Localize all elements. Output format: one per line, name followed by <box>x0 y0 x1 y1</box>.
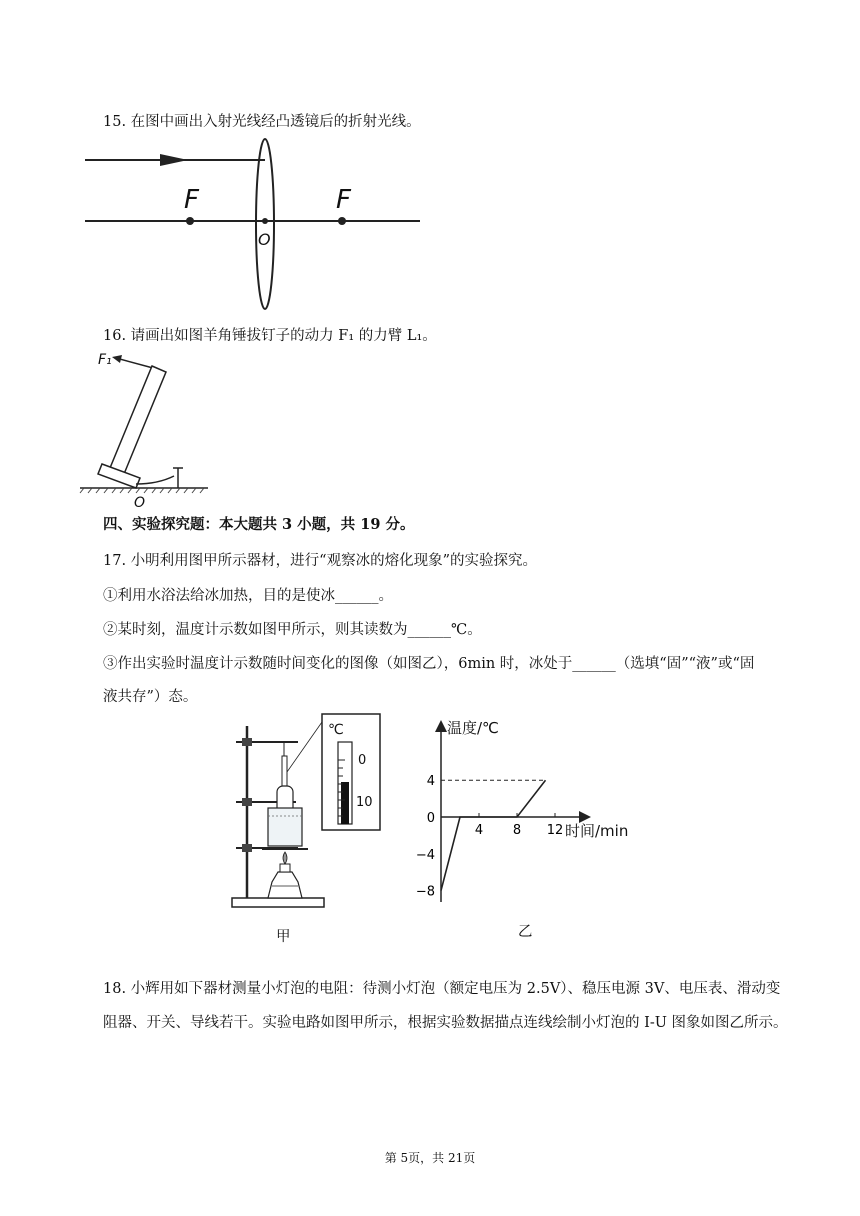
y-tick-label: −8 <box>415 884 435 900</box>
force-arrow-icon <box>112 355 122 363</box>
q17-item3-line2: 液共存”）态。 <box>103 689 198 705</box>
section-heading: 四、实验探究题：本大题共 3 小题，共 19 分。 <box>103 516 415 533</box>
page-footer: 第 5页，共 21页 <box>384 1151 476 1165</box>
q17-item1: ①利用水浴法给冰加热，目的是使冰______。 <box>103 588 393 604</box>
q17-intro: 17. 小明利用图甲所示器材，进行“观察冰的熔化现象”的实验探究。 <box>103 553 537 569</box>
y-tick-label: −4 <box>415 847 435 863</box>
beaker <box>268 808 302 846</box>
q18-line2: 阻器、开关、导线若干。实验电路如图甲所示，根据实验数据描点连线绘制小灯泡的 I-U 图象如图乙所示。 <box>103 1015 788 1031</box>
thermometer-unit: ℃ <box>328 722 344 738</box>
thermometer-tick-0: 0 <box>358 753 367 768</box>
caption-right: 乙 <box>518 924 533 940</box>
apparatus-figure <box>228 712 393 947</box>
focus-right-dot <box>338 217 346 225</box>
hammer-claw <box>136 476 174 484</box>
q15-lens-diagram <box>80 138 430 313</box>
thermometer-liquid <box>341 782 349 824</box>
optical-center-dot <box>262 218 268 224</box>
focus-right-label: F <box>336 185 351 215</box>
temperature-curve <box>441 780 546 890</box>
flame <box>283 852 287 864</box>
x-tick-label: 4 <box>474 823 484 838</box>
force-label: F₁ <box>98 352 112 368</box>
y-axis-label: 温度/℃ <box>447 719 499 737</box>
q17-item3-line1: ③作出实验时温度计示数随时间变化的图像（如图乙），6min 时，冰处于______（选填“固”“液”或“固 <box>103 656 755 672</box>
q17-item2: ②某时刻，温度计示数如图甲所示，则其读数为______℃。 <box>103 622 482 638</box>
q15-text: 15. 在图中画出入射光线经凸透镜后的折射光线。 <box>103 114 421 130</box>
hammer-handle <box>110 366 166 474</box>
x-axis-label: 时间/min <box>565 822 629 840</box>
x-tick-label: 12 <box>546 823 564 838</box>
q16-hammer-diagram <box>78 350 213 510</box>
stand-base <box>232 898 324 907</box>
fulcrum-label: O <box>134 495 146 511</box>
caption-left: 甲 <box>276 929 291 945</box>
thermometer-tick-10: 10 <box>356 795 373 810</box>
y-tick-label: 0 <box>426 811 435 826</box>
x-tick-label: 8 <box>512 823 522 838</box>
force-arrow <box>116 358 153 368</box>
focus-left-dot <box>186 217 194 225</box>
temp-time-graph <box>405 712 645 912</box>
ray-arrow-icon <box>160 154 188 166</box>
alcohol-lamp <box>268 872 302 898</box>
y-tick-label: 4 <box>426 774 435 790</box>
focus-left-label: F <box>184 185 199 215</box>
optical-center-label: O <box>258 230 271 249</box>
q18-line1: 18. 小辉用如下器材测量小灯泡的电阻：待测小灯泡（额定电压为 2.5V）、稳压电源 3V、电压表、滑动变 <box>103 981 781 997</box>
q16-text: 16. 请画出如图羊角锤拔钉子的动力 F₁ 的力臂 L₁。 <box>103 328 437 344</box>
